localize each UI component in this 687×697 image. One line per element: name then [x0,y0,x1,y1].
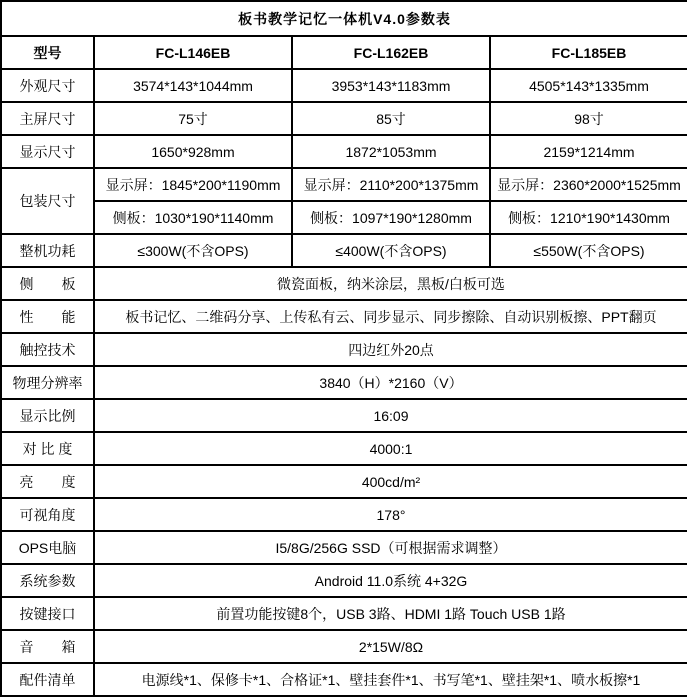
spec-value-cell: 3953*143*1183mm [292,69,490,102]
spec-row-label: 主屏尺寸 [1,102,94,135]
row-packaging-side [1,201,687,234]
spec-row-label: 侧 板 [1,267,94,300]
spec-row-label: 按键接口 [1,597,94,630]
spec-row-label: 系统参数 [1,564,94,597]
row-appearance-size [1,69,687,102]
row-main-screen-size [1,102,687,135]
spec-value-cell: 85寸 [292,102,490,135]
spec-value-cell: ≤300W(不含OPS) [94,234,292,267]
spec-value-cell: 75寸 [94,102,292,135]
spec-row-label: 配件清单 [1,663,94,696]
spec-value-cell: 微瓷面板，纳米涂层，黑板/白板可选 [94,267,687,300]
row-speakers [1,630,687,663]
model-name-1: FC-L146EB [94,36,292,69]
spec-value-cell: 侧板：1030*190*1140mm [94,201,292,234]
row-aspect-ratio [1,399,687,432]
model-row-label: 型号 [1,36,94,69]
spec-value-cell: 98寸 [490,102,687,135]
spec-row-label: OPS电脑 [1,531,94,564]
row-performance [1,300,687,333]
spec-value-cell: I5/8G/256G SSD（可根据需求调整） [94,531,687,564]
spec-value-cell: Android 11.0系统 4+32G [94,564,687,597]
spec-row-label: 亮 度 [1,465,94,498]
spec-value-cell: 3840（H）*2160（V） [94,366,687,399]
spec-row-label: 包装尺寸 [1,168,94,234]
spec-value-cell: 16:09 [94,399,687,432]
spec-value-cell: 前置功能按键8个，USB 3路、HDMI 1路 Touch USB 1路 [94,597,687,630]
row-display-size [1,135,687,168]
spec-value-cell: 四边红外20点 [94,333,687,366]
spec-row-label: 外观尺寸 [1,69,94,102]
spec-row-label: 音 箱 [1,630,94,663]
spec-row-label: 显示比例 [1,399,94,432]
spec-row-label: 物理分辨率 [1,366,94,399]
spec-value-cell: 178° [94,498,687,531]
row-packaging-display [1,168,687,201]
row-touch-technology [1,333,687,366]
spec-row-label: 触控技术 [1,333,94,366]
row-system-parameters [1,564,687,597]
spec-value-cell: 1872*1053mm [292,135,490,168]
spec-value-cell: 显示屏：2110*200*1375mm [292,168,490,201]
spec-value-cell: 2*15W/8Ω [94,630,687,663]
model-name-3: FC-L185EB [490,36,687,69]
spec-value-cell: 2159*1214mm [490,135,687,168]
spec-row-label: 性 能 [1,300,94,333]
spec-value-cell: 4505*143*1335mm [490,69,687,102]
spec-value-cell: 400cd/m² [94,465,687,498]
row-physical-resolution [1,366,687,399]
row-contrast-ratio [1,432,687,465]
row-buttons-interfaces [1,597,687,630]
spec-value-cell: 显示屏：1845*200*1190mm [94,168,292,201]
row-viewing-angle [1,498,687,531]
row-accessories-list [1,663,687,696]
spec-value-cell: 3574*143*1044mm [94,69,292,102]
spec-value-cell: 侧板：1097*190*1280mm [292,201,490,234]
row-ops-computer [1,531,687,564]
title-row [1,1,687,36]
spec-value-cell: 1650*928mm [94,135,292,168]
spec-value-cell: 4000:1 [94,432,687,465]
spec-value-cell: 板书记忆、二维码分享、上传私有云、同步显示、同步擦除、自动识别板擦、PPT翻页 [94,300,687,333]
spec-value-cell: ≤550W(不含OPS) [490,234,687,267]
spec-row-label: 整机功耗 [1,234,94,267]
row-brightness [1,465,687,498]
row-power-consumption [1,234,687,267]
spec-value-cell: 侧板：1210*190*1430mm [490,201,687,234]
table-title: 板书教学记忆一体机V4.0参数表 [1,1,687,36]
row-side-panel [1,267,687,300]
spec-row-label: 显示尺寸 [1,135,94,168]
spec-row-label: 可视角度 [1,498,94,531]
model-row [1,36,687,69]
spec-value-cell: 电源线*1、保修卡*1、合格证*1、壁挂套件*1、书写笔*1、壁挂架*1、喷水板擦*1 [94,663,687,696]
spec-row-label: 对 比 度 [1,432,94,465]
model-name-2: FC-L162EB [292,36,490,69]
spec-value-cell: 显示屏：2360*2000*1525mm [490,168,687,201]
spec-value-cell: ≤400W(不含OPS) [292,234,490,267]
